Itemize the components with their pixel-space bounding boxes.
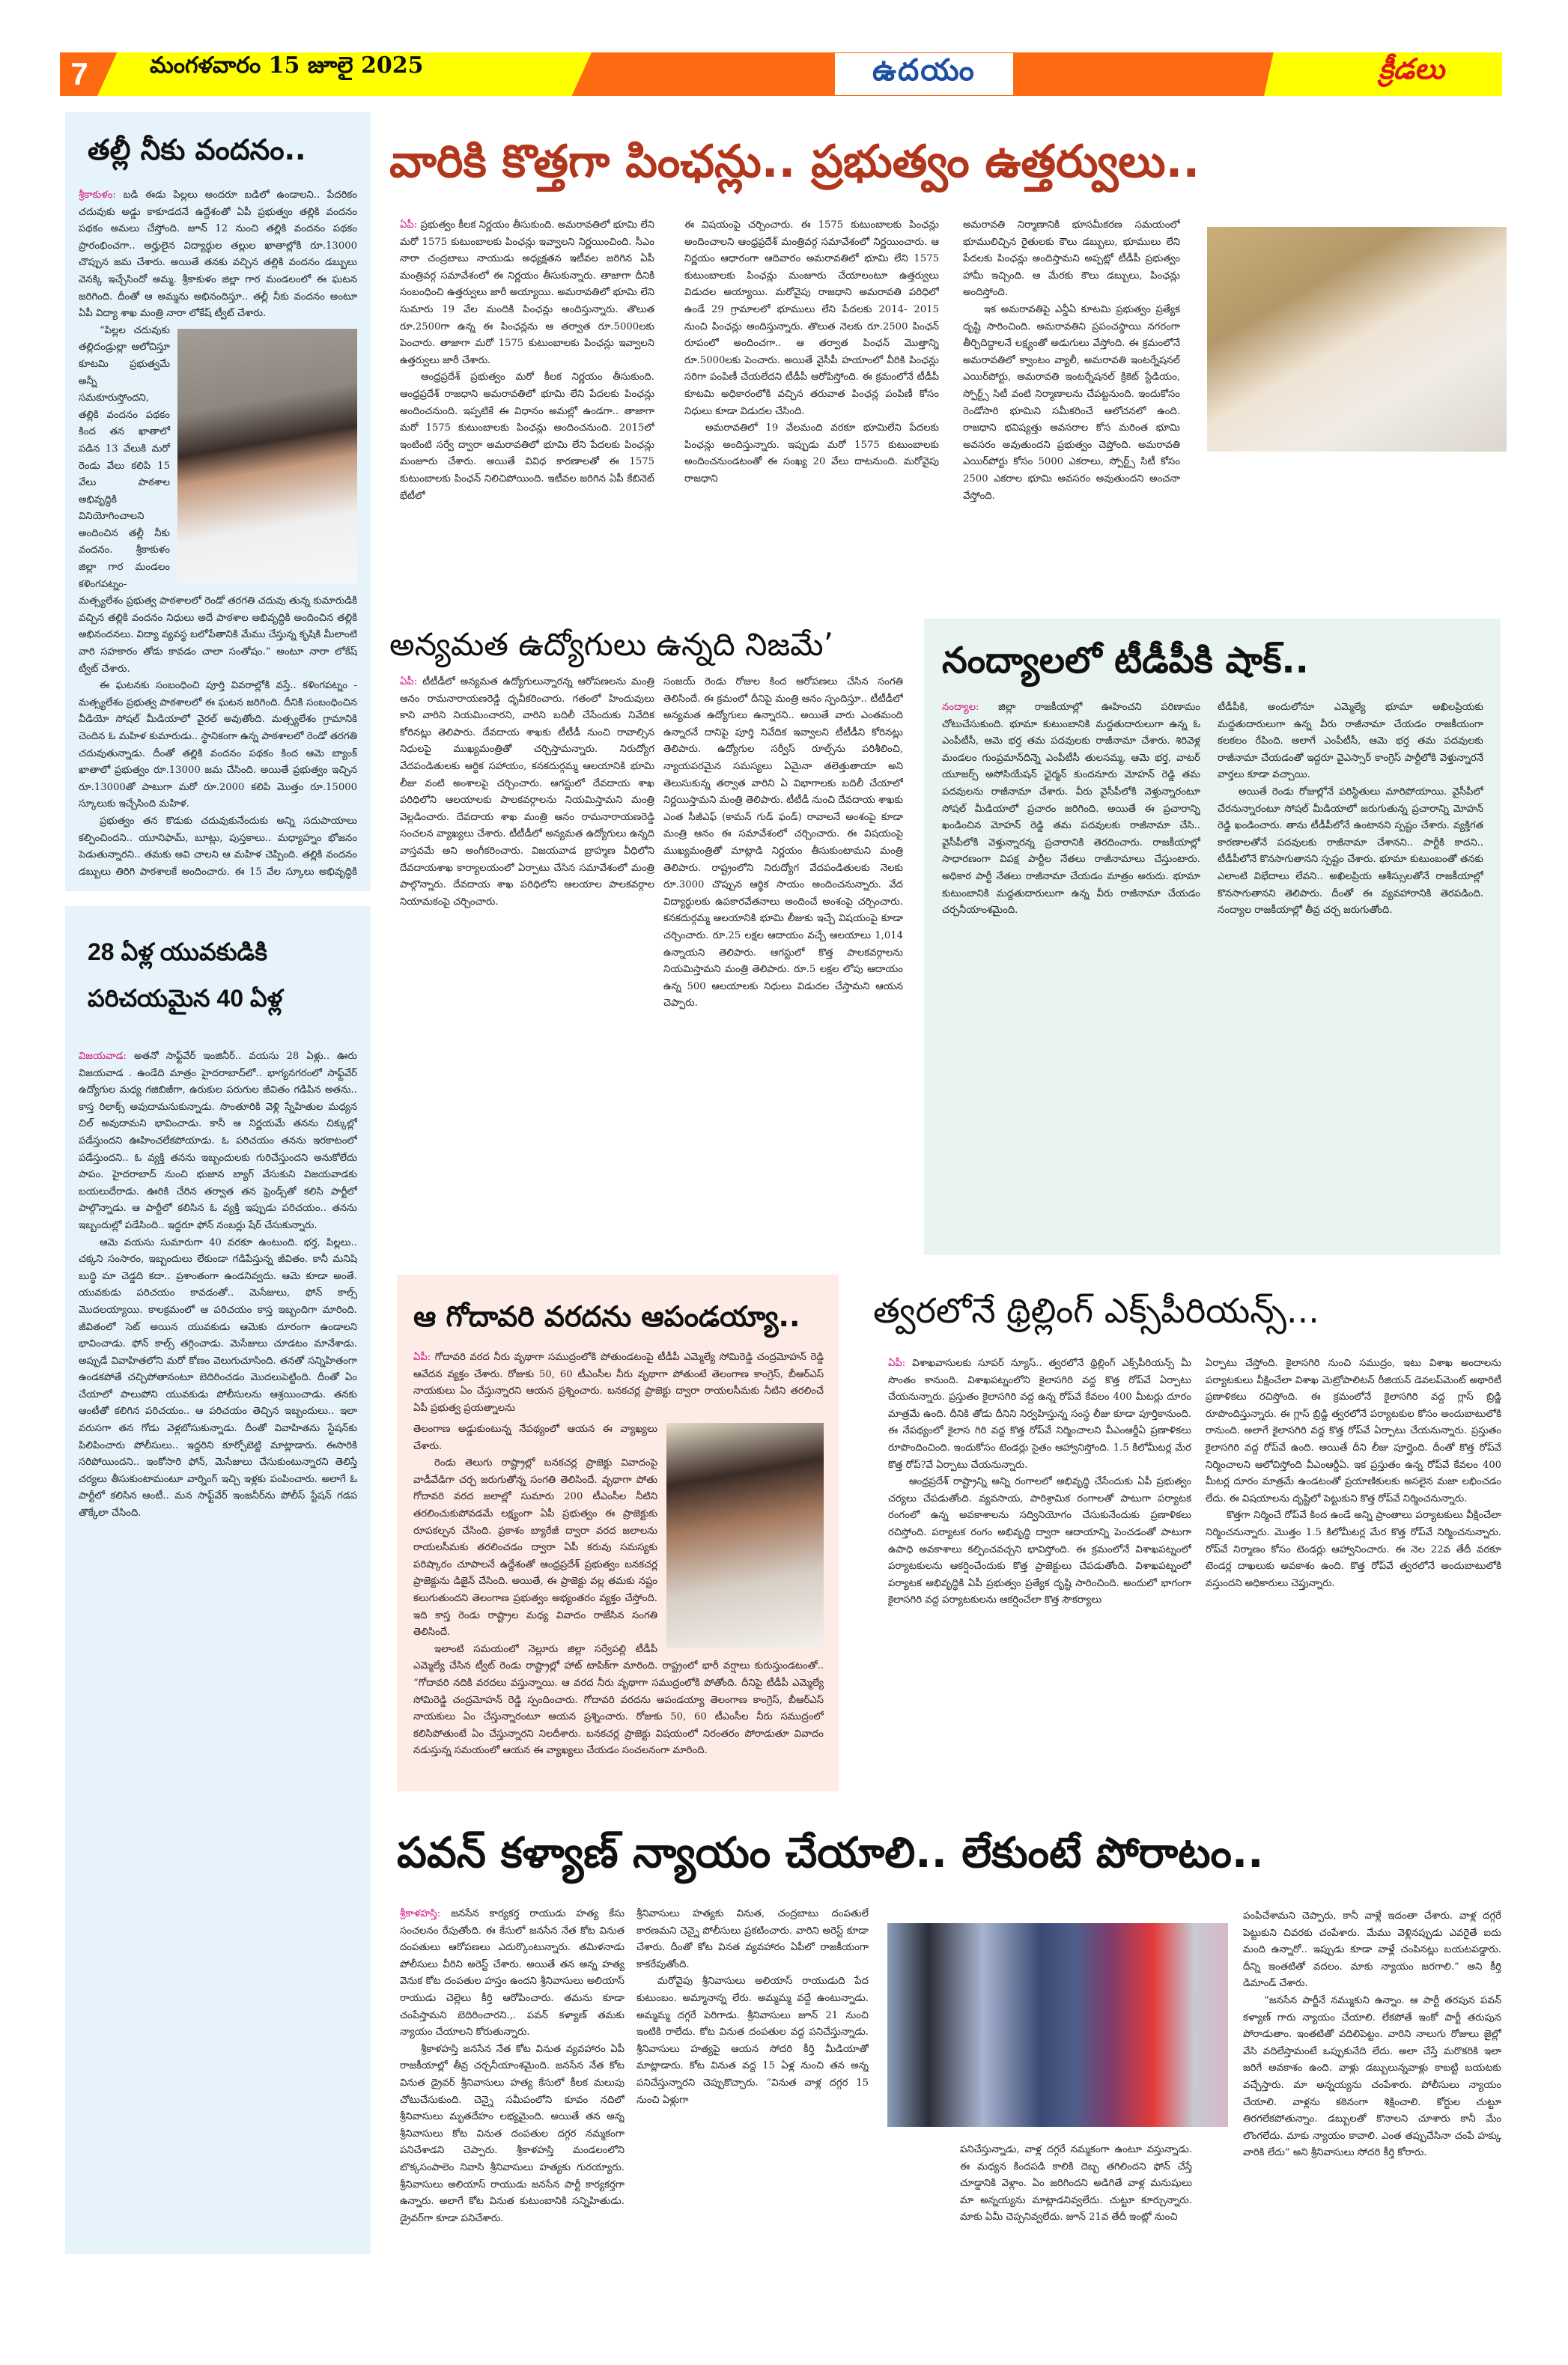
cm-photo bbox=[1207, 227, 1507, 452]
story-vivahita-headline: 28 ఏళ్ల యువకుడికి పరిచయమైన 40 ఏళ్ల bbox=[88, 938, 283, 1012]
somireddy-photo bbox=[666, 1423, 824, 1648]
story-godavari-lead bbox=[413, 1350, 824, 1417]
paragraph: మరోవైపు శ్రీనివాసులు అలియాస్ రాయుడుది పేద కుటుంబం. అమ్మానాన్న లేరు. అమ్మమ్మ వద్దే ఉంటున్నాడు. అమ్మమ్మ దగ్గరే పెరిగాడు. శ్రీనివాసులు జూన్ 21 నుంచి ఇంటికి రాలేదు. కోట వినుత దంపతుల వద్ద పనిచేస్తున్నాడు. శ్రీనివాసులు హత్యపై ఆయన సోదరి కీర్తి మీడియాతో మాట్లాడారు. కోట వినుత వద్ద 15 ఏళ్ల నుంచి తన అన్న పనిచేస్తున్నారని చెప్పుకొచ్చారు. “వినుత వాళ్ల దగ్గర 15 నుంచి ఏళ్లుగా bbox=[636, 1976, 869, 2106]
story-vivahita-body bbox=[79, 1048, 357, 2232]
paragraph: అమరావతిలో 19 వేలమంది వరకూ భూమిలేని పేదలకు పింఛన్లు అందిస్తున్నారు. ఇప్పుడు మరో 1575 కుటుంబాలకు అందించనుండటంతో ఈ సంఖ్య 20 వేలు దాటనుంది. మరోవైపు రాజధాని bbox=[684, 422, 939, 485]
dateline: ఏపీ: bbox=[413, 1352, 431, 1363]
paragraph: ఇక అమరావతిపై ఎన్డీఏ కూటమి ప్రభుత్వం ప్రత్యేక దృష్టి సారించింది. అమరావతిని ప్రపంచస్థాయి నగరంగా తీర్చిదిద్దాలనే లక్ష్యంతో అడుగులు వేస్తోంది. ఈ క్రమంలోనే అమరావతిలో క్వాంటం వ్యాలీ, అమరావతి ఇంటర్నేషనల్ ఎయిర్‌పోర్టు, అమరావతి ఇంటర్నేషనల్ క్రికెట్ స్టేడియం, స్పోర్ట్స్ సిటీ వంటి నిర్మాణాలను చేపట్టనుంది. ఇందుకోసం రెండోసారి భూమిని సమీకరించే ఆలోచనలో ఉంది. రాజధాని భవిష్యత్తు అవసరాల కోస మరింత భూమి అవసరం అవుతుందని ప్రభుత్వం చెప్తోంది. అమరావతి ఎయిర్‌పోర్టు కోసం 5000 ఎకరాలు, స్పోర్ట్స్ సిటీ కోసం 2500 ఎకరాల భూమి అవసరం అవుతుందని అంచనా వేస్తోంది. bbox=[963, 303, 1180, 502]
story-ropeway-col1 bbox=[888, 1355, 1191, 1779]
page-number: 7 bbox=[70, 56, 88, 91]
paragraph: ఇలాంటి సమయంలో నెల్లూరు జిల్లా సర్వేపల్లి టీడీపీ ఎమ్మెల్యే చేసిన ట్వీట్ రెండు రాష్ట్రాల్లో హాట్ టాపిక్‌గా మారింది. రాష్ట్రంలో భారీ వర్షాలు కురుస్తుండటంతో.. “గోదావరి నదికి వరదలు వస్తున్నాయి. ఆ వరద నీరు వృథాగా సముద్రంలోకి పోతోంది. దీనిపై టీడీపీ ఎమ్మెల్యే సోమిరెడ్డి చంద్రమోహన్ రెడ్డి స్పందించారు. గోదావరి వరదను ఆపండయ్యా తెలంగాణ కాంగ్రెస్, బీఆర్ఎస్ నాయకులు ఏం చేస్తున్నారంటూ ఆయన ప్రశ్నించారు. రోజుకు 50, 60 టీఎంసీల నీరు సముద్రంలో కలిసిపోతుంటే ఏం చేస్తున్నారని నిలదీశారు. బనకచర్ల ప్రాజెక్టు విషయంలో నిరంతరం పోరాడుతూ వివాదం నడుస్తున్న సమయంలో ఆయన ఈ వ్యాఖ్యలు చేయడం సంచలనంగా మారింది. bbox=[413, 1643, 824, 1757]
family-photo bbox=[887, 1923, 1228, 2127]
story-talli-box bbox=[65, 112, 371, 891]
paragraph: ఆంధ్రప్రదేశ్ రాష్ట్రాన్ని అన్ని రంగాలలో అభివృద్ధి చేసేందుకు ఏపీ ప్రభుత్వం చర్యలు చేపడుతోంది. వ్యవసాయ, పారిశ్రామిక రంగాలతో పాటుగా పర్యాటక రంగంలో ఉన్న అవకాశాలను సద్వినియోగం చేసుకునేందుకు ప్రణాళికలు రచిస్తోంది. పర్యాటక రంగం అభివృద్ధి ద్వారా ఆదాయాన్ని పెంచడంతో పాటుగా ఉపాధి అవకాశాలు కల్పించవచ్చని భావిస్తోంది. ఈ క్రమంలోనే విశాఖపట్నంలో పర్యాటకులను ఆకర్షించేందుకు కొత్త ప్రాజెక్టులు చేపడుతోంది. విశాఖపట్నంలో పర్యాటక అభివృద్ధికి ఏపీ ప్రభుత్వం ప్రత్యేక దృష్టి సారించింది. అందులో భాగంగా కైలాసగిరి వద్ద పర్యాటకులను ఆకర్షించేలా కొత్త సౌకర్యాలు bbox=[888, 1476, 1191, 1606]
paragraph: ప్రభుత్వం కీలక నిర్ణయం తీసుకుంది. అమరావతిలో భూమి లేని మరో 1575 కుటుంబాలకు పింఛన్లు ఇవ్వాలని నిర్ణయించింది. సీఎం నారా చంద్రబాబు నాయుడు అధ్యక్షతన ఇటీవల జరిగిన ఏపీ మంత్రివర్గ సమావేశంలో ఈ నిర్ణయం తీసుకున్నారు. తాజాగా దీనికి సంబంధించి ఉత్తర్వులు జారీ అయ్యాయి. అమరావతిలో భూమి లేని సుమారు 19 వేల మందికి పింఛన్లు అందిస్తున్నారు. తొలుత రూ.2500గా ఉన్న ఈ పింఛన్లను ఆ తర్వాత రూ.5000లకు పెంచారు. తాజాగా మరో 1575 కుటుంబాలకు పింఛన్లు ఇవ్వాలని ఉత్తర్వులు జారీ చేశారు. bbox=[400, 219, 654, 366]
paragraph: టీడీపీకి, అందులోనూ ఎమ్మెల్యే భూమా అఖిలప్రియకు మద్దతుదారులుగా ఉన్న వీరు రాజీనామా చేయడం రాజకీయంగా కలకలం రేపింది. అలాగే ఎంపీటీసీ, ఆమె భర్త తమ పదవులకు రాజీనామా చేయడంతో ఇద్దరూ వైఎస్సార్ కాంగ్రెస్ పార్టీలోకి వెళ్తున్నారనే వార్తలు కూడా వచ్చాయి. bbox=[1218, 702, 1483, 781]
paragraph: పనిచేస్తున్నాడు, వాళ్ల దగ్గరే నమ్మకంగా ఉంటూ వస్తున్నాడు. ఈ మధ్యన కిందపడి కాలికి దెబ్బ తగిలిందని ఫోన్ చేస్తే చూడ్డానికి వెళ్లాం. ఏం జరిగిందని అడిగితే వాళ్ల మనుషులు మా అన్నయ్యను మాట్లాడనివ్వలేదు. చుట్టూ కూర్చున్నారు. మాకు ఏమీ చెప్పనివ్వలేదు. జూన్ 21వ తేదీ ఇంట్లో నుంచి bbox=[960, 2144, 1192, 2223]
paragraph: జనసేన కార్యకర్త రాయుడు హత్య కేసు సంచలనం రేపుతోంది. ఈ కేసులో జనసేన నేత కోట వినుత దంపతులు ఆరోపణలు ఎదుర్కొంటున్నారు. తమిళనాడు పోలీసులు వీరిని అరెస్ట్ చేశారు. అయితే తన అన్న హత్య వెనుక కోట దంపతుల హస్తం ఉందని శ్రీనివాసులు అలియాస్ రాయుడు చెల్లెలు కీర్తి ఆరోపించారు. తమను కూడా చంపేస్తామని బెదిరించారని.,. పవన్ కళ్యాణ్ తమకు న్యాయం చేయాలని కోరుతున్నారు. bbox=[400, 1908, 625, 2038]
story-vivahita-box bbox=[65, 906, 371, 2254]
paragraph: టీటీడీలో అన్యమత ఉద్యోగులున్నారన్న ఆరోపణలను మంత్రి ఆనం రామనారాయణరెడ్డి ధృవీకరించారు. గతంలో హిందువులు కాని వారిని నియమించారని, వారిని బదిలీ చేసేందుకు నివేదిక కోరినట్లు తెలిపారు. దేవదాయ శాఖకు టీటీడీ నుంచి రావాల్సిన నిధులపై ముఖ్యమంత్రితో చర్చిస్తామన్నారు. నిరుద్యోగ వేదపండితులకు ఆర్థిక సహాయం, కనకదుర్గమ్మ ఆలయానికి భూమి లీజు వంటి అంశాలపై చర్చించారు. ఆగస్టులో దేవదాయ శాఖ పరిధిలోని ఆలయాలకు పాలకవర్గాలను నియమిస్తామని మంత్రి వెల్లడించారు. దేవదాయ శాఖ మంత్రి ఆనం రామనారాయణరెడ్డి సంచలన వ్యాఖ్యలు చేశారు. టీటీడీలో అన్యమత ఉద్యోగులు ఉన్నది వాస్తవమే అని అంగీకరించారు. విజయవాడ బ్రాహ్మణ వీధిలోని దేవదాయశాఖ కార్యాలయంలో ఏర్పాటు చేసిన సమావేశంలో మంత్రి పాల్గొన్నారు. దేవదాయ శాఖ పరిధిలోని ఆలయాల పాలకవర్గాల నియామకంపై చర్చించారు. bbox=[400, 676, 654, 908]
story-nandyal-box bbox=[924, 619, 1501, 1255]
paragraph: శ్రీనివాసులు హత్యకు వినుత, చంద్రబాబు దంపతులే కారణమని చెన్నై పోలీసులు ప్రకటించారు. వారిని అరెస్ట్ కూడా చేశారు. దీంతో కోట వినత వ్యవహారం ఏపీలో రాజకీయంగా కాకరేపుతోంది. bbox=[636, 1908, 869, 1970]
paragraph: అమరావతి నిర్మాణానికి భూసమీకరణ సమయంలో భూములిచ్చిన రైతులకు కౌలు డబ్బులు, భూములు లేని పేదలకు పింఛన్లు అందిస్తామని అప్పట్లో టీడీపీ ప్రభుత్వం హామీ ఇచ్చింది. ఆ మేరకు కౌలు డబ్బులు, పింఛన్లు అందిస్తోంది. bbox=[963, 219, 1180, 299]
story-pawan-headline: పవన్ కళ్యాణ్ న్యాయం చేయాలి.. లేకుంటే పోరాటం.. bbox=[397, 1829, 1264, 1877]
paragraph: “జనసేన పార్టీనే నమ్ముకుని ఉన్నాం. ఆ పార్టీ తరపున పవన్ కళ్యాణ్ గారు న్యాయం చేయాలి. లేకపోతే ఇంకో పార్టీ తరుపున పోరాడుతాం. ఇంతటితో వదిలిపెట్టం. వారిని నాలుగు రోజులు జైల్లో వేసి వదిలేస్తామంటే ఒప్పుకునేది లేదు. అలా చేస్తే మరొకరికి ఇలా జరిగే అవకాశం ఉంది. వాళ్లు డబ్బులున్నవాళ్లు కాబట్టి బయటకు వచ్చేస్తారు. మా అన్నయ్యను చంపేశారు. పోలీసులు న్యాయం చేయాలి. వాళ్లను కఠినంగా శిక్షించాలి. కోర్టుల చుట్టూ తిరగలేకపోతున్నాం. డబ్బులతో కొనాలని చూశారు కానీ మేం లొంగలేదు. మాకు న్యాయం కావాలి. ఎంత తప్పుచేసినా చంపే హక్కు వారికి లేదు” అని శ్రీనివాసులు సోదరి కీర్తి కోరారు. bbox=[1243, 1994, 1501, 2159]
paragraph: కొత్తగా నిర్మించే రోప్‌వే కింద ఉండే అన్ని ప్రాంతాలు పర్యాటకులు వీక్షించేలా నిర్మించనున్నారు. మొత్తం 1.5 కిలోమీటర్ల మేర కొత్త రోప్‌వే నిర్మించనున్నారు. రోప్‌వే నిర్మాణం కోసం టెండర్లు ఆహ్వానించారు. ఈ నెల 22వ తేదీ వరకూ టెండర్ల దాఖలుకు అవకాశం ఉంది. కొత్త రోప్‌వే త్వరలోనే అందుబాటులోకి వస్తుందని అధికారులు చెప్తున్నారు. bbox=[1206, 1510, 1501, 1589]
story-nandyal-headline: నంద్యాలలో టీడీపీకి షాక్.. bbox=[942, 640, 1309, 681]
story-anyamatha-col2 bbox=[663, 674, 903, 1249]
newspaper-logo: ఉదయం bbox=[835, 53, 1013, 95]
paragraph: ఈ ఘటనకు సంబంధించి పూర్తి వివరాల్లోకి వస్తే.. కళింగపట్నం - మత్స్యలేశం ప్రభుత్వ పాఠశాలలో ఈ ఘటన జరిగింది. దీనికి సంబంధించిన వీడియో సోషల్ మీడియాలో వైరల్ అవుతోంది. మత్స్యలేశం గ్రామానికి చెందిన ఓ మహిళ కుమారుడు.. స్థానికంగా ఉన్న పాఠశాలలో రెండో తరగతి చదువుతున్నాడు. దీంతో తల్లికి వందనం పథకం కింద ఆమె బ్యాంక్ ఖాతాలో ప్రభుత్వం రూ.13000 జమ చేసింది. అయితే ప్రభుత్వం ఇచ్చిన రూ.13000తో పాటుగా మరో రూ.2000 కలిపి మొత్తం రూ.15000 స్కూలుకు ఇచ్చేసింది మహిళ. bbox=[79, 680, 357, 810]
section-name: క్రీడలు bbox=[1378, 52, 1445, 85]
paragraph: ఆమె వయసు సుమారుగా 40 వరకూ ఉంటుంది. భర్త, పిల్లలు.. చక్కని సంసారం, ఇబ్బందులు లేకుండా గడిపేస్తున్న జీవితం. కానీ మనిషి బుద్ధి మా చెడ్డది కదా.. ప్రశాంతంగా ఉండనివ్వదు. ఆమె కూడా అంతే. యువకుడు పరిచయం కావడంతో.. మెసేజులు, ఫోన్ కాల్స్ మొదలయ్యాయి. కాలక్రమంలో ఆ పరిచయం కాస్త ఇబ్బందిగా మారింది. జీవితంలో సెట్ అయిన యువకుడు ఆమెకు దూరంగా ఉండాలని భావించాడు. ఫోన్ కాల్స్ తగ్గించాడు. మెసేజులు చూడటం మానేశాడు. అప్పుడే వివాహితలోని మరో కోణం వెలుగుచూసింది. తనతో సన్నిహితంగా ఉండకపోతే చచ్చిపోతానంటూ బెదిరించడం మొదలుపెట్టింది. దీంతో ఏం చేయాలో పాలుపోని యువకుడు పోలీసులను ఆశ్రయించాడు. తనకు ఆంటీతో కలిగిన పరిచయం.. ఆ పరిచయం తెచ్చిన ఇబ్బందులు.. ఇలా వరుసగా తన గోడు వెళ్లబోసుకున్నాడు. దీంతో వివాహితను స్టేషన్‌కు పిలిపించారు పోలీసులు.. ఇద్దరిని కూర్చోబెట్టి మాట్లాడారు. ఈసారికి సరిపోయిందని.. ఇంకోసారి ఫోన్, మెసేజులు చేసుకుంటున్నారని తెలిస్తే చర్యలు తీసుకుంటామంటూ వార్నింగ్ ఇచ్చి ఇళ్లకు పంపించారు. అలాగే ఓ పార్టీలో కలిసిన ఆంటీ.. మన సాఫ్ట్‌వేర్ ఇంజనీర్‌ను పోలీస్ స్టేషన్ గడప తొక్కేలా చేసింది. bbox=[79, 1236, 357, 1520]
dateline: నంద్యాల: bbox=[942, 702, 979, 713]
story-pension-headline: వారికి కొత్తగా పింఛన్లు.. ప్రభుత్వం ఉత్తర్వులు.. bbox=[389, 136, 1200, 188]
story-talli-body bbox=[79, 187, 357, 881]
dateline: ఏపీ: bbox=[400, 219, 418, 231]
paragraph: సంజయ్ రెండు రోజుల కింద ఆరోపణలు చేసిన సంగతి తెలిసిందే. ఈ క్రమంలో దీనిపై మంత్రి ఆనం స్పందిస్తూ.. టీటీడీలో అన్యమత ఉద్యోగులు ఉన్నారని.. అయితే వారు ఎంతమంది ఉన్నారనే దానిపై పూర్తి నివేదిక ఇవ్వాలని టీటీడీని కోరినట్లు తెలిపారు. ఉద్యోగుల సర్వీస్ రూల్స్‌ను పరిశీలించి, న్యాయపరమైన సమస్యలు ఏమైనా తలెత్తుతాయా అని తెలుసుకున్న తర్వాత వారిని ఏ విభాగాలకు బదిలీ చేయాలో నిర్ణయిస్తామని మంత్రి తెలిపారు. టీటీడీ నుంచి దేవదాయ శాఖకు ఎంత సీజీఎఫ్ (కామన్ గుడ్ ఫండ్) రావాలనే అంశంపై కూడా మంత్రి ఆనం ఈ సమావేశంలో చర్చించారు. ఈ విషయంపై ముఖ్యమంత్రితో మాట్లాడి నిర్ణయం తీసుకుంటామని మంత్రి తెలిపారు. రాష్ట్రంలోని నిరుద్యోగ వేదపండితులకు నెలకు రూ.3000 చొప్పున ఆర్థిక సాయం అందించనున్నారు. వేద విద్యార్థులకు ఉపకారవేతనాలు అందించే అంశంపై చర్చించారు. కనకదుర్గమ్మ ఆలయానికి భూమి లీజుకు ఇచ్చే విషయంపై కూడా చర్చించారు. రూ.25 లక్షల ఆదాయం వచ్చే ఆలయాలు 1,014 ఉన్నాయని తెలిపారు. ఆగస్టులో కొత్త పాలకవర్గాలను నియమిస్తామని మంత్రి తెలిపారు. రూ.5 లక్షల లోపు ఆదాయం ఉన్న 500 ఆలయాలకు నిధులు విడుదల చేస్తామని ఆయన చెప్పారు. bbox=[663, 676, 903, 1010]
issue-date: మంగళవారం 15 జూలై 2025 bbox=[150, 52, 424, 79]
story-pawan-col2 bbox=[636, 1906, 869, 2346]
story-godavari-box bbox=[397, 1275, 839, 1791]
dateline: శ్రీకాళహస్తి: bbox=[400, 1908, 441, 1919]
paragraph: గోదావరి వరద నీరు వృథాగా సముద్రంలోకి పోతుండటంపై టీడీపీ ఎమ్మెల్యే సోమిరెడ్డి చంద్రమోహన్ రెడ్డి ఆవేదన వ్యక్తం చేశారు. రోజుకు 50, 60 టీఎంసీల నీరు వృథాగా పోతుంటే తెలంగాణ కాంగ్రెస్, బీఆర్ఎస్ నాయకులు ఏం చేస్తున్నారని ఆయన ప్రశ్నించారు. బనకచర్ల ప్రాజెక్టు ద్వారా రాయలసీమకు నీటిని తరలించే ఏపీ ప్రభుత్వ ప్రయత్నాలను bbox=[413, 1352, 824, 1414]
paragraph: ఈ విషయంపై చర్చించారు. ఈ 1575 కుటుంబాలకు పింఛన్లు అందించాలని ఆంధ్రప్రదేశ్ మంత్రివర్గ సమావేశంలో నిర్ణయించారు. ఆ నిర్ణయం ఆధారంగా ఆదివారం అమరావతిలో భూమి లేని 1575 కుటుంబాలకు పింఛన్లు మంజూరు చేయాలంటూ ఉత్తర్వులు విడుదల అయ్యాయి. మరోవైపు రాజధాని అమరావతి పరిధిలో ఉండే 29 గ్రామాలలో భూములు లేని పేదలకు 2014- 2015 నుంచి పింఛన్లు అందిస్తున్నారు. తొలుత నెలకు రూ.2500 పింఛన్ రూపంలో అందించగా.. ఆ తర్వాత పింఛన్ మొత్తాన్ని రూ.5000లకు పెంచారు. అయితే వైసీపీ హయాంలో వీరికి పింఛన్లు సరిగా పంపిణీ చేయలేదని టీడీపీ ఆరోపిస్తోంది. ఈ క్రమంలోనే టీడీపీ కూటమి అధికారంలోకి వచ్చిన తరువాత పింఛన్ల పంపిణీ కోసం నిధులు కూడా విడుదల చేసింది. bbox=[684, 219, 939, 417]
dateline: విజయవాడ: bbox=[79, 1051, 127, 1062]
story-pawan-col3 bbox=[960, 2142, 1192, 2345]
story-pension-col3 bbox=[963, 217, 1180, 605]
paragraph: ఆంధ్రప్రదేశ్ ప్రభుత్వం మరో కీలక నిర్ణయం తీసుకుంది. ఆంధ్రప్రదేశ్ రాజధాని అమరావతిలో భూమి లేని పేదలకు పింఛన్లు అందించనుంది. ఇప్పటికే ఈ విధానం అమల్లో ఉండగా.. తాజాగా మరో 1575 కుటుంబాలకు పింఛన్లు అందించనుంది. 2015లో ఇంటింటి సర్వే ద్వారా అమరావతిలో భూమి లేని పేదలకు పింఛన్లు మంజూరు చేశారు. అయితే వివిధ కారణాలతో ఈ 1575 కుటుంబాలకు పింఛన్ నిలిచిపోయింది. ఇటీవల జరిగిన ఏపీ కేబినెట్ భేటీలో bbox=[400, 371, 654, 502]
paragraph: రెండు తెలుగు రాష్ట్రాల్లో బనకచర్ల ప్రాజెక్టు వివాదంపై వాడీవేడిగా చర్చ జరుగుతోన్న సంగతి తెలిసిందే. వృథాగా పోతు గోదావరి వరద జలాల్లో సుమారు 200 టీఎంసీల నీటిని తరలించుకుపోవడమే లక్ష్యంగా ఏపీ ప్రభుత్వం ఈ ప్రాజెక్టుకు రూపకల్పన చేసింది. ప్రకాశం బ్యారేజీ ద్వారా వరద జలాలను రాయలసీమకు తరలించడం ద్వారా ఏపీ కరువు సమస్యకు పరిష్కారం చూపాలనే ఉద్దేశంతో ఆంధ్రప్రదేశ్ ప్రభుత్వం బనకచర్ల ప్రాజెక్టును డిజైన్ చేసింది. అయితే, ఈ ప్రాజెక్టు వల్ల తమకు నష్టం కలుగుతుందని తెలంగాణ ప్రభుత్వం అభ్యంతరం వ్యక్తం చేస్తోంది. ఇది కాస్త రెండు రాష్ట్రాల మధ్య వివాదం రాజేసిన సంగతి తెలిసిందే. bbox=[413, 1457, 657, 1639]
story-anyamatha-headline: అన్యమత ఉద్యోగులు ఉన్నది నిజమే’ bbox=[389, 626, 833, 663]
story-anyamatha-col1 bbox=[400, 674, 654, 1249]
story-ropeway-headline: త్వరలోనే థ్రిల్లింగ్ ఎక్స్‌పీరియన్స్... bbox=[873, 1290, 1319, 1331]
story-pawan-col1 bbox=[400, 1906, 625, 2346]
paragraph: ప్రభుత్వం తన కొడుకు చదువుకునేందుకు అన్ని సదుపాయాలు కల్పించిందని.. యూనిఫామ్, బూట్లు, పుస్తకాలు.. మధ్యాహ్నం భోజనం పెడుతున్నారని.. తమకు అవి చాలని ఆ మహిళ చెప్పింది. తల్లికి వందనం డబ్బులు తిరిగి పాఠశాలకే అందించారు. ఈ 15 వేల స్కూలు అభివృద్ధికి bbox=[79, 815, 357, 878]
story-pawan-col4 bbox=[1243, 1908, 1501, 2348]
story-godavari-body bbox=[413, 1421, 824, 1776]
paragraph: ఏర్పాటు చేస్తోంది. కైలాసగిరి నుంచి సముద్రం, ఇటు విశాఖ అందాలను పర్యాటకులు వీక్షించేలా విశాఖ మెట్రోపాలిటన్ రీజియన్ డెవలప్‌మెంట్ అథారిటీ ప్రణాళికలు రచిస్తోంది. ఈ క్రమంలోనే కైలాసగిరి వద్ద గ్లాస్ బ్రిడ్జి రూపొందిస్తున్నారు. ఈ గ్లాస్ బ్రిడ్జి త్వరలోనే పర్యాటకుల కోసం అందుబాటులోకి రానుంది. అలాగే కైలాసగిరి వద్ద కొత్త రోప్‌వే ఏర్పాటు చేయనున్నారు. ప్రస్తుతం కైలాసగిరి వద్ద రోప్‌వే ఉంది. అయితే దీని లీజు పూర్తైంది. దీంతో కొత్త రోప్‌వే నిర్మించాలని ఆలోచిస్తోంది వీఎంఆర్డీఏ. ఇక ప్రస్తుతం ఉన్న రోప్‌వే కేవలం 400 మీటర్ల దూరం మాత్రమే ఉండటంతో ప్రయాణికులకు అసలైన మజా లభించడం లేదు. ఈ విషయాలను దృష్టిలో పెట్టుకుని కొత్త రోప్‌వే నిర్మించనున్నారు. bbox=[1206, 1358, 1501, 1505]
paragraph: పంపిచేశామని చెప్పారు, కానీ వాళ్లే ఇదంతా చేశారు. వాళ్ల దగ్గరే పెట్టుకుని చివరకు చంపేశారు. మేము వెళ్లినప్పుడు ఎవరైతే ఐదు మంది ఉన్నారో.. ఇప్పుడు కూడా వాళ్లే చంపినట్లు బయటపడ్డారు. దీన్ని ఇంతటితో వదలం. మాకు న్యాయం జరగాలి.” అని కీర్తి డిమాండ్ చేశారు. bbox=[1243, 1910, 1501, 1990]
paragraph: బడి ఈడు పిల్లలు అందరూ బడిలో ఉండాలని.. పేదరికం చదువుకు అడ్డు కాకూడదనే ఉద్దేశంతో ఏపీ ప్రభుత్వం తల్లికి వందనం పథకం అమలు చేస్తోంది. జూన్ 12 నుంచి తల్లికి వందనం పథకం ప్రారంభించగా.. అర్హులైన విద్యార్థుల తల్లుల ఖాతాల్లోకి రూ.13000 చొప్పున జమ చేశారు. అయితే తనకు వచ్చిన తల్లికి వందనం డబ్బులు వెనక్కి ఇచ్చేసిందో అమ్మ. శ్రీకాకుళం జిల్లా గార మండలంలో ఈ ఘటన జరిగింది. దీంతో ఆ అమ్మను అభినందిస్తూ.. తల్లీ నీకు వందనం అంటూ ఏపీ విద్యా శాఖ మంత్రి నారా లోకేష్ ట్వీట్ చేశారు. bbox=[79, 189, 357, 320]
story-nandyal-col2 bbox=[1218, 699, 1483, 1241]
paragraph: అతనో సాఫ్ట్‌వేర్ ఇంజినీర్.. వయసు 28 ఏళ్లు.. ఊరు విజయవాడ . ఉండేది మాత్రం హైదరాబాద్‌లో.. భాగ్యనగరంలో సాఫ్ట్‌వేర్ ఉద్యోగుల మధ్య గజిబిజీగా, ఉరుకుల పరుగుల జీవితం గడిపిన అతను.. కాస్త రిలాక్స్ అవుదామనుకున్నాడు. సొంతూరికి వెళ్లి స్నేహితుల మధ్యన చిల్ అవుదామని భావించాడు. కానీ ఆ నిర్ణయమే తనను చిక్కుల్లో పడేస్తుందని ఊహించలేకపోయాడు. ఓ పరిచయం తనను ఇరకాటంలో పడేస్తుందని.. ఓ వ్యక్తి తనను ఇబ్బందులకు గురిచేస్తుందని అనుకోలేదు పాపం. హైదరాబాద్ నుంచి భుజాన బ్యాగ్ వేసుకుని విజయవాడకు బయలుదేరాడు. ఊరికి చేరిన తర్వాత తన ఫ్రెండ్స్‌తో కలిసి పార్టీలో పాల్గొన్నాడు. ఆ పార్టీలో కలిసిన ఓ వ్యక్తి ఇప్పుడు పరిచయం.. తనను ఇబ్బందుల్లో పడేసింది.. ఇద్దరూ ఫోన్ నంబర్లు షేర్ చేసుకున్నారు. bbox=[79, 1051, 357, 1231]
story-ropeway-col2 bbox=[1206, 1355, 1501, 1779]
story-talli-headline: తల్లీ నీకు వందనం.. bbox=[88, 133, 306, 166]
lokesh-photo bbox=[177, 329, 357, 583]
paragraph: విశాఖవాసులకు సూపర్ న్యూస్.. త్వరలోనే థ్రిల్లింగ్ ఎక్స్‌పీరియన్స్ మీ సొంతం కానుంది. విశాఖపట్నంలోని కైలాసగిరి వద్ద కొత్త రోప్‌వే ఏర్పాటు చేయనున్నారు. ప్రస్తుతం కైలాసగిరి వద్ద ఉన్న రోప్‌వే కేవలం 400 మీటర్లు దూరం మాత్రమే ఉంది. దీనికి తోడు దీనిని నిర్వహిస్తున్న సంస్థ లీజు కూడా పూర్తికానుంది. ఈ నేపథ్యంలో కైలాస గిరి వద్ద కొత్త రోప్‌వే నిర్మించాలని వీఎంఆర్డీఏ ప్రణాళికలు రూపొందించింది. ఇందుకోసం టెండర్లు సైతం ఆహ్వానిస్తోంది. 1.5 కిలోమీటర్ల మేర కొత్త రోప్?వే ఏర్పాటు చేయనున్నారు. bbox=[888, 1358, 1191, 1471]
story-godavari-headline: ఆ గోదావరి వరదను ఆపండయ్యా.. bbox=[413, 1300, 800, 1333]
paragraph: అయితే రెండు రోజుల్లోనే పరిస్థితులు మారిపోయాయి. వైసీపీలో చేరనున్నారంటూ సోషల్ మీడియాలో జరుగుతున్న ప్రచారాన్ని మోహన్ రెడ్డి ఖండించారు. తాను టీడీపీలోనే ఉంటానని స్పష్టం చేశారు. వ్యక్తిగత కారణాలతోనే పదవులకు రాజీనామా చేశానని.. పార్టీకి కాదని.. టీడీపీలోనే కొనసాగుతానని స్పష్టం చేశారు. భూమా కుటుంబంతో తనకు ఎలాంటి విభేదాలు లేవని.. అఖిలప్రియ ఆశీస్సులతోనే రాజకీయాల్లో కొనసాగుతానని తెలిపారు. దీంతో ఈ వ్యవహారానికి తెరపడింది. నంద్యాల రాజకీయాల్లో తీవ్ర చర్చ జరుగుతోంది. bbox=[1218, 786, 1483, 917]
story-pension-col2 bbox=[684, 217, 939, 605]
paragraph: “పిల్లల చదువుకు తల్లిదండ్రుల్లా ఆలోచిస్తూ కూటమి ప్రభుత్వమే అన్నీ సమకూరుస్తోందని, తల్లికి వందనం పథకం కింద తన ఖాతాలో పడిన 13 వేలుకి మరో రెండు వేలు కలిపి 15 వేలు పాఠశాల అభివృద్ధికి వినియోగించాలని అందించిన తల్లీ నీకు వందనం. శ్రీకాకుళం జిల్లా గార మండలం కళింగపట్నం-మత్స్యలేశం ప్రభుత్వ పాఠశాలలో రెండో తరగతి చదువు తున్న కుమారుడికి వచ్చిన తల్లికి వందనం నిధులు అదే పాఠశాల అభివృద్ధికి అందించిన తల్లికి అభినందనలు. విద్యా వ్యవస్థ బలోపేతానికి మేము చేస్తున్న కృషికి మీలాంటి వారి సహకారం తోడు కావడం చాలా సంతోషం.” అంటూ నారా లోకేష్ ట్వీట్ చేశారు. bbox=[79, 324, 357, 675]
dateline: ఏపీ: bbox=[888, 1358, 906, 1369]
dateline: శ్రీకాకుళం: bbox=[79, 189, 116, 201]
paragraph: తెలంగాణ అడ్డుకుంటున్న నేపథ్యంలో ఆయన ఈ వ్యాఖ్యలు చేశారు. bbox=[413, 1424, 657, 1452]
story-nandyal-col1 bbox=[942, 699, 1200, 1241]
story-pension-col1 bbox=[400, 217, 654, 605]
paragraph: శ్రీకాళహస్తి జనసేన నేత కోట వినుత వ్యవహారం ఏపీ రాజకీయాల్లో తీవ్ర చర్చనీయాంశమైంది. జనసేన నేత కోట వినుత డ్రైవర్ శ్రీనివాసులు హత్య కేసులో కీలక మలుపు చోటుచేసుకుంది. చెన్నై సమీపంలోని కూవం నదిలో శ్రీనివాసులు మృతదేహం లభ్యమైంది. అయితే తన అన్న శ్రీనివాసులు కోట వినుత దంపతుల దగ్గర నమ్మకంగా పనిచేశాడని చెప్పారు. శ్రీకాళహస్తి మండలంలోని బొక్కసంపాలెం నివాసి శ్రీనివాసులు హత్యకు గురయ్యారు. శ్రీనివాసులు అలియాస్ రాయుడు జనసేన పార్టీ కార్యకర్తగా ఉన్నారు. అలాగే కోట వినుత కుటుంబానికి సన్నిహితుడు. డ్రైవర్‌గా కూడా పనిచేశారు. bbox=[400, 2043, 625, 2224]
dateline: ఏపీ: bbox=[400, 676, 418, 687]
paragraph: జిల్లా రాజకీయాల్లో ఊహించని పరిణామం చోటుచేసుకుంది. భూమా కుటుంబానికి మద్దతుదారులుగా ఉన్న ఓ ఎంపీటీసీ, ఆమె భర్త తమ పదవులకు రాజీనామా చేశారు. శిరివెళ్ల మండలం గుంప్రమాన్‌దిన్నె ఎంపీటీసీ తులసమ్మ, ఆమె భర్త, వాటర్ యూజర్స్ అసోసియేషన్ ఛైర్మన్ కుందనూరు మోహన్ రెడ్డి తమ పదవులను రాజీనామా చేశారు. వీరు వైసీపీలోకి వెళ్తున్నారంటూ సోషల్ మీడియాలో ప్రచారం జరిగింది. అయితే ఈ ప్రచారాన్ని ఖండించిన మోహన్ రెడ్డి తమ పదవులకు రాజీనామా చేసి.. వైసీపీలోకి వెళ్తున్నారన్న ప్రచారానికి తెరదించారు. రాజకీయాల్లో సాధారణంగా విపక్ష పార్టీల నేతలు రాజీనామాలు చేస్తుంటారు. అధికార పార్టీ నేతలు రాజీనామా చేయడం మాత్రం అరుదు. భూమా కుటుంబానికి మద్దతుదారులుగా ఉన్న వీరు రాజీనామా చేయడం చర్చనీయాంశమైంది. bbox=[942, 702, 1200, 917]
